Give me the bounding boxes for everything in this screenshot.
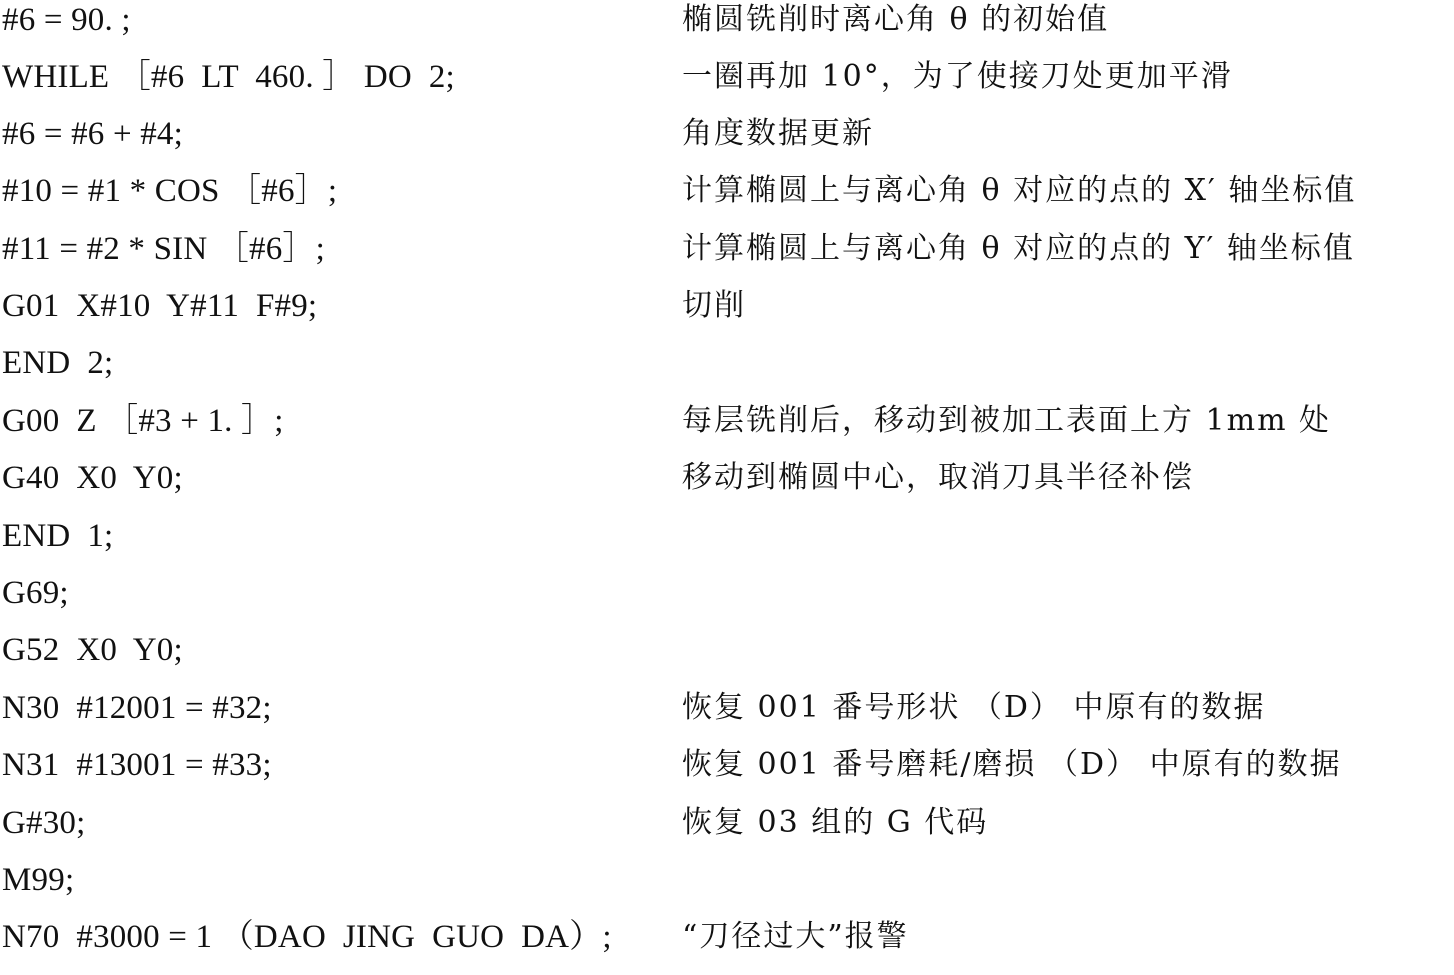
code-text: N70 #3000 = 1 （DAO JING GUO DA）; — [2, 919, 612, 955]
code-line — [0, 573, 1454, 631]
code-text: N31 #13001 = #33; — [2, 747, 272, 783]
comment-text: 椭圆铣削时离心角 θ 的初始值 — [682, 2, 1110, 37]
code-line — [0, 57, 1454, 115]
code-line — [0, 229, 1454, 287]
code-text: G#30; — [2, 805, 86, 841]
code-text: G01 X#10 Y#11 F#9; — [2, 288, 318, 324]
comment-text: 一圈再加 10°，为了使接刀处更加平滑 — [682, 59, 1233, 94]
comment-text: 计算椭圆上与离心角 θ 对应的点的 X′ 轴坐标值 — [682, 173, 1357, 208]
code-text: END 2; — [2, 345, 114, 381]
code-line — [0, 688, 1454, 746]
code-text: M99; — [2, 862, 75, 898]
comment-text: 恢复 001 番号磨耗/磨损 （D） 中原有的数据 — [682, 747, 1342, 782]
code-text: #6 = #6 + #4; — [2, 116, 183, 152]
code-text: G40 X0 Y0; — [2, 460, 183, 496]
code-line — [0, 803, 1454, 861]
code-text: G52 X0 Y0; — [2, 632, 183, 668]
code-line — [0, 0, 1454, 58]
code-line — [0, 401, 1454, 459]
code-text: G69; — [2, 575, 69, 611]
comment-text: 每层铣削后，移动到被加工表面上方 1mm 处 — [682, 403, 1332, 438]
code-text: #10 = #1 * COS ［#6］; — [2, 173, 338, 209]
code-line — [0, 343, 1454, 401]
comment-text: 计算椭圆上与离心角 θ 对应的点的 Y′ 轴坐标值 — [682, 231, 1355, 266]
code-text: G00 Z ［#3 + 1. ］; — [2, 403, 284, 439]
comment-text: 切削 — [682, 288, 746, 323]
code-line — [0, 630, 1454, 688]
comment-text: “刀径过大”报警 — [682, 919, 909, 954]
code-line — [0, 917, 1454, 975]
code-line — [0, 458, 1454, 516]
code-text: #11 = #2 * SIN ［#6］; — [2, 231, 325, 267]
code-line — [0, 860, 1454, 918]
code-line — [0, 516, 1454, 574]
code-line — [0, 171, 1454, 229]
code-text: #6 = 90. ; — [2, 2, 131, 38]
code-text: WHILE ［#6 LT 460. ］ DO 2; — [2, 59, 455, 95]
code-text: END 1; — [2, 518, 114, 554]
code-line — [0, 286, 1454, 344]
comment-text: 恢复 001 番号形状 （D） 中原有的数据 — [682, 690, 1266, 725]
code-line — [0, 114, 1454, 172]
code-text: N30 #12001 = #32; — [2, 690, 272, 726]
comment-text: 移动到椭圆中心，取消刀具半径补偿 — [682, 460, 1194, 495]
comment-text: 恢复 03 组的 G 代码 — [682, 805, 989, 840]
comment-text: 角度数据更新 — [682, 116, 874, 151]
code-line — [0, 745, 1454, 803]
